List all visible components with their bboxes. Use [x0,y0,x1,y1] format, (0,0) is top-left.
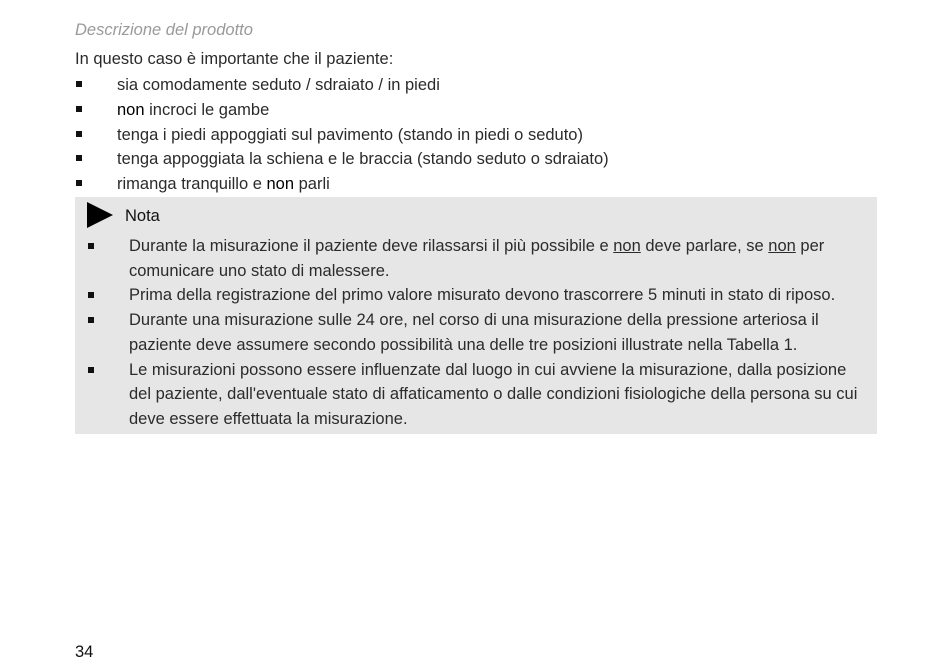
bullet-square-icon [76,131,82,137]
intro-text: In questo caso è importante che il paziente: [75,50,394,68]
note-item: Le misurazioni possono essere influenzate dal luogo in cui avviene la misurazione, dalla posizione del paziente, dall'eventuale stato di affaticamento o dalle condizioni fisiologiche della persona su cui deve essere effettuata la misurazione. [75,358,877,432]
note-item: Durante una misurazione sulle 24 ore, nel corso di una misurazione della pressione arteriosa il paziente deve assumere secondo possibilità una delle tre posizioni illustrate nella Tabella 1. [75,308,877,357]
note-list [75,234,877,432]
list-item: non incroci le gambe [75,100,855,125]
bullet-square-icon [88,243,94,249]
note-title: Nota [125,207,160,225]
bullet-square-icon [88,292,94,298]
bullet-square-icon [76,81,82,87]
bullet-square-icon [76,180,82,186]
page-number: 34 [75,643,94,661]
list-item: sia comodamente seduto / sdraiato / in piedi [75,75,855,100]
list-item: tenga i piedi appoggiati sul pavimento (stando in piedi o seduto) [75,125,855,150]
note-item: Prima della registrazione del primo valore misurato devono trascorrere 5 minuti in stato di riposo. [75,283,877,308]
bullet-square-icon [88,367,94,373]
list-item: rimanga tranquillo e non parli [75,174,855,199]
note-box [75,197,877,434]
bullet-square-icon [76,155,82,161]
play-arrow-icon [87,202,113,228]
section-header: Descrizione del prodotto [75,21,253,39]
requirements-list [75,75,855,199]
list-item: tenga appoggiata la schiena e le braccia (stando seduto o sdraiato) [75,149,855,174]
bullet-square-icon [76,106,82,112]
note-item: Durante la misurazione il paziente deve rilassarsi il più possibile e non deve parlare, se non per comunicare uno stato di malessere. [75,234,877,283]
bullet-square-icon [88,317,94,323]
